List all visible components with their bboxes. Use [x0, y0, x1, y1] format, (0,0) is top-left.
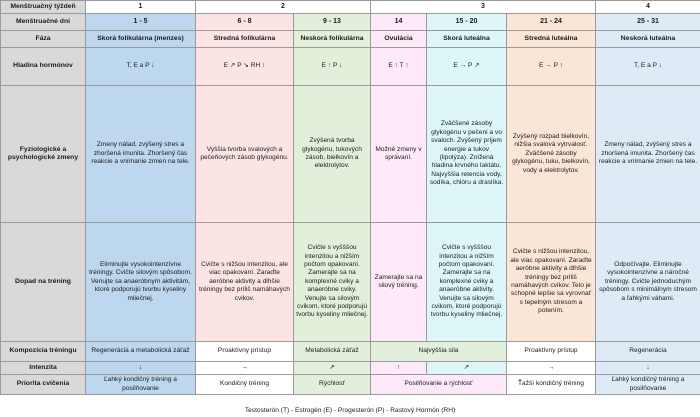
days-row	[1, 14, 700, 31]
priority-cell: Posilňovanie a rýchlosť	[371, 375, 507, 395]
phase-cell: Neskorá folikulárna	[294, 31, 371, 48]
priority-row	[1, 375, 700, 395]
impact-cell: Zamerajte sa na silový tréning.	[371, 223, 427, 342]
physio-cell: Možné zmeny v správaní.	[371, 86, 427, 223]
priority-cell: Rýchlosť	[294, 375, 371, 395]
hormones-row-header: Hladina hormónov	[1, 48, 86, 86]
days-cell: 15 - 20	[427, 14, 507, 31]
phase-cell: Ovulácia	[371, 31, 427, 48]
intensity-cell: ↗	[294, 362, 371, 375]
impact-cell: Odpočívajte. Eliminujte vysokointenzívne a náročné tréningy. Cvičte jednoduchým spôsobom s minimálnym stresom a ľahkými váhami.	[596, 223, 700, 342]
days-row-header: Menštruačné dni	[1, 14, 86, 31]
composition-row	[1, 342, 700, 362]
physio-cell: Zvýšený rozpad bielkovín, nižšia svalová vytrvalosť. Zväčšené zásoby glykogénu, tuku, bielkovín, vody a elektrolytov.	[507, 86, 596, 223]
intensity-cell: ↑	[371, 362, 427, 375]
week-row-header: Menštruačný týždeň	[1, 1, 86, 14]
hormones-cell: E → P ↗	[427, 48, 507, 86]
intensity-cell: →	[507, 362, 596, 375]
physio-cell: Zmeny nálad, zvýšený stres a zhoršená imunita. Zhoršený čas reakcie a vnímanie zmien na tele.	[596, 86, 700, 223]
impact-row	[1, 223, 700, 342]
composition-cell: Regenerácia a metabolická záťaž	[86, 342, 196, 362]
physio-cell: Zmeny nálad, zvýšený stres a zhoršená imunita. Zhoršený čas reakcie a vnímanie zmien na tele.	[86, 86, 196, 223]
week-4-cell: 4	[596, 1, 700, 14]
physio-row-header: Fyziologické a psychologické zmeny	[1, 86, 86, 223]
phase-cell: Stredná folikulárna	[196, 31, 294, 48]
hormones-cell: E ↗ P ↘ RH ↑	[196, 48, 294, 86]
impact-cell: Cvičte s vyšššou intenzitou a nižším počtom opakovaní. Zamerajte sa na komplexné cviky a anaeróbne cviky. Venujte sa silovým cvikom, ktoré podporujú tvorbu kyseliny mliečnej.	[294, 223, 371, 342]
composition-row-header: Kompozícia tréningu	[1, 342, 86, 362]
days-cell: 6 - 8	[196, 14, 294, 31]
days-cell: 25 - 31	[596, 14, 700, 31]
priority-row-header: Priorita cvičenia	[1, 375, 86, 395]
physio-cell: Zväčšené zásoby glykogénu v pečeni a vo svaloch. Zvýšený príjem energie a tukov (lipolýza). Znížená hladina krvného laktátu. Najvyššia retencia vody, sodíka, chlóru a draslíka.	[427, 86, 507, 223]
phase-cell: Stredná luteálna	[507, 31, 596, 48]
physio-row	[1, 86, 700, 223]
hormones-cell: E ↑ T ↑	[371, 48, 427, 86]
priority-cell: Ľahký kondičný tréning a posilňovanie	[86, 375, 196, 395]
days-cell: 21 - 24	[507, 14, 596, 31]
impact-cell: Cvičte s nižšou intenzitou, ale viac opakovaní. Zaraďte aeróbne aktivity a dlhšie tréningy bez príliš namáhavých cvikov.	[196, 223, 294, 342]
days-cell: 9 - 13	[294, 14, 371, 31]
physio-cell: Zvýšená tvorba glykogénu, tukových zásob, bielkovín a elektrolytov.	[294, 86, 371, 223]
days-cell: 1 - 5	[86, 14, 196, 31]
phase-cell: Skorá folikulárna (menzes)	[86, 31, 196, 48]
hormones-cell: T, E a P ↓	[86, 48, 196, 86]
phase-cell: Neskorá luteálna	[596, 31, 700, 48]
hormones-cell: E → P ↑	[507, 48, 596, 86]
intensity-cell: ↗	[427, 362, 507, 375]
composition-cell: Najvyššia sila	[371, 342, 507, 362]
week-row	[1, 1, 700, 14]
hormones-cell: T, E a P ↓	[596, 48, 700, 86]
days-cell: 14	[371, 14, 427, 31]
hormones-cell: E ↑ P ↓	[294, 48, 371, 86]
intensity-cell: ↓	[596, 362, 700, 375]
physio-cell: Vyššia tvorba svalových a pečeňových zásob glykogénu.	[196, 86, 294, 223]
week-1-cell: 1	[86, 1, 196, 14]
phase-cell: Skorá luteálna	[427, 31, 507, 48]
impact-row-header: Dopad na tréning	[1, 223, 86, 342]
impact-cell: Cvičte s nižšou intenzitou, ale viac opakovaní. Zaraďte aeróbne aktivity a dlhšie tréningy bez príliš namáhavých cvikov. Telo je schopné lepšie sa vyrovnať s tepelným stresom a potením.	[507, 223, 596, 342]
composition-cell: Metabolická záťaž	[294, 342, 371, 362]
intensity-cell: →	[196, 362, 294, 375]
impact-cell: Cvičte s vyšššou intenzitou a nižším počtom opakovaní. Zamerajte sa na komplexné cviky a anaeróbne aktivity. Venujte sa silovým cvikom, ktoré podporujú tvorbu kyseliny mliečnej.	[427, 223, 507, 342]
priority-cell: Ťažší kondičný tréning	[507, 375, 596, 395]
priority-cell: Ľahký kondičný tréning a posilňovanie	[596, 375, 700, 395]
intensity-row	[1, 362, 700, 375]
week-2-cell: 2	[196, 1, 371, 14]
week-3-cell: 3	[371, 1, 596, 14]
composition-cell: Regenerácia	[596, 342, 700, 362]
intensity-row-header: Intenzita	[1, 362, 86, 375]
composition-cell: Proaktívny prístup	[507, 342, 596, 362]
intensity-cell: ↓	[86, 362, 196, 375]
priority-cell: Kondičný tréning	[196, 375, 294, 395]
impact-cell: Eliminujte vysokointenzívne tréningy. Cvičte silovým spôsobom. Venujte sa anaeróbnym aktivitám, ktoré podporujú tvorbu kyseliny mliečnej.	[86, 223, 196, 342]
phase-row-header: Fáza	[1, 31, 86, 48]
hormones-row	[1, 48, 700, 86]
hormone-legend-footer: Testosterón (T) - Estrogén (E) - Progesterón (P) - Rastový Hormón (RH)	[244, 407, 456, 414]
composition-cell: Proaktívny prístup	[196, 342, 294, 362]
phase-row	[1, 31, 700, 48]
